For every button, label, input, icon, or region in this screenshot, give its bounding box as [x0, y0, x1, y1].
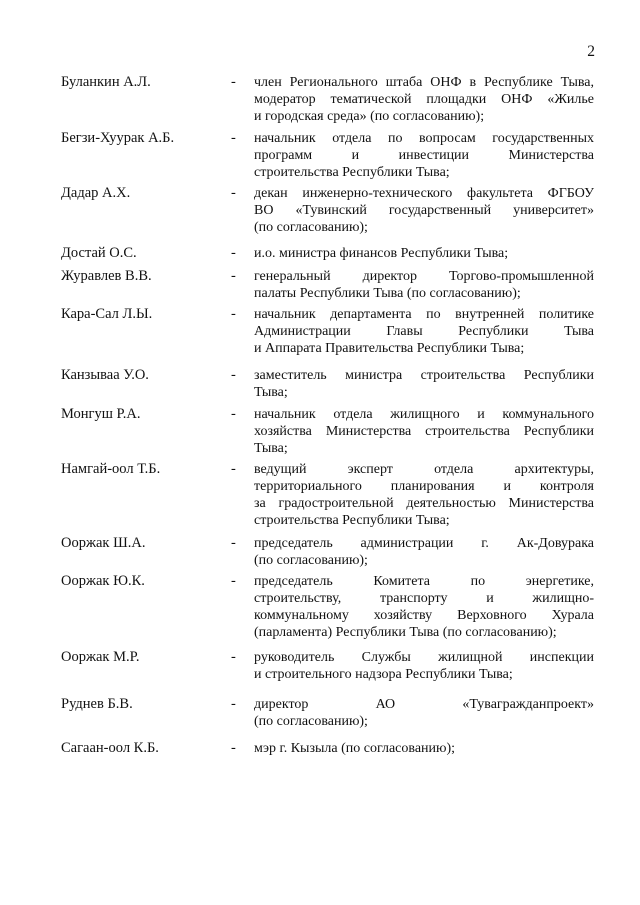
dash-separator: -: [231, 461, 236, 477]
member-name: Дадар А.Х.: [61, 185, 131, 201]
member-name: Достай О.С.: [61, 245, 137, 261]
dash-separator: -: [231, 696, 236, 712]
member-role: [254, 573, 594, 641]
role-line: и Аппарата Правительства Республики Тыва;: [254, 341, 525, 356]
role-line: (по согласованию);: [254, 714, 368, 729]
member-name: Кара-Сал Л.Ы.: [61, 306, 153, 322]
member-name: Журавлев В.В.: [61, 268, 152, 284]
member-role: [254, 406, 594, 457]
dash-separator: -: [231, 406, 236, 422]
role-line: председатель администрации г. Ак-Довурака: [254, 536, 594, 551]
role-line: модератор тематической площадки ОНФ «Жилье: [254, 92, 594, 107]
dash-separator: -: [231, 268, 236, 284]
role-line: за градостроительной деятельностью Министерства: [254, 496, 594, 511]
dash-separator: -: [231, 740, 236, 756]
role-line: ВО «Тувинский государственный университет»: [254, 203, 594, 218]
role-line: и.о. министра финансов Республики Тыва;: [254, 246, 509, 261]
page-number: 2: [587, 43, 595, 60]
member-role: [254, 461, 594, 529]
dash-separator: -: [231, 185, 236, 201]
member-name: Ооржак М.Р.: [61, 649, 140, 665]
role-line: ведущий эксперт отдела архитектуры,: [254, 462, 594, 477]
member-name: Ооржак Ш.А.: [61, 535, 146, 551]
dash-separator: -: [231, 245, 236, 261]
member-name: Бегзи-Хуурак А.Б.: [61, 130, 175, 146]
member-name: Монгуш Р.А.: [61, 406, 141, 422]
role-line: строительства Республики Тыва;: [254, 165, 450, 180]
member-role: [254, 649, 594, 683]
dash-separator: -: [231, 535, 236, 551]
role-line: начальник департамента по внутренней политике: [254, 307, 594, 322]
role-line: программ и инвестиции Министерства: [254, 148, 594, 163]
member-role: [254, 268, 594, 302]
role-line: директор АО «Тувагражданпроект»: [254, 697, 594, 712]
dash-separator: -: [231, 367, 236, 383]
member-role: [254, 740, 594, 757]
role-line: Администрации Главы Республики Тыва: [254, 324, 594, 339]
role-line: начальник отдела по вопросам государственных: [254, 131, 594, 146]
dash-separator: -: [231, 649, 236, 665]
role-line: председатель Комитета по энергетике,: [254, 574, 594, 589]
member-role: [254, 185, 594, 236]
role-line: (по согласованию);: [254, 220, 368, 235]
dash-separator: -: [231, 306, 236, 322]
dash-separator: -: [231, 130, 236, 146]
role-line: и городская среда» (по согласованию);: [254, 109, 485, 124]
role-line: руководитель Службы жилищной инспекции: [254, 650, 594, 665]
role-line: строительства Республики Тыва;: [254, 513, 450, 528]
member-role: [254, 535, 594, 569]
role-line: Тыва;: [254, 441, 288, 456]
member-name: Сагаан-оол К.Б.: [61, 740, 159, 756]
role-line: декан инженерно-технического факультета ФГБОУ: [254, 186, 594, 201]
member-role: [254, 367, 594, 401]
member-role: [254, 74, 594, 125]
role-line: Тыва;: [254, 385, 288, 400]
role-line: (парламента) Республики Тыва (по согласованию);: [254, 625, 557, 640]
member-name: Ооржак Ю.К.: [61, 573, 145, 589]
member-name: Канзываа У.О.: [61, 367, 149, 383]
dash-separator: -: [231, 573, 236, 589]
role-line: начальник отдела жилищного и коммунального: [254, 407, 594, 422]
dash-separator: -: [231, 74, 236, 90]
role-line: хозяйства Министерства строительства Республики: [254, 424, 594, 439]
member-role: [254, 245, 594, 262]
role-line: член Регионального штаба ОНФ в Республике Тыва,: [254, 75, 594, 90]
role-line: палаты Республики Тыва (по согласованию);: [254, 286, 521, 301]
role-line: строительству, транспорту и жилищно-: [254, 591, 594, 606]
member-role: [254, 130, 594, 181]
role-line: мэр г. Кызыла (по согласованию);: [254, 741, 456, 756]
member-name: Руднев Б.В.: [61, 696, 133, 712]
role-line: и строительного надзора Республики Тыва;: [254, 667, 513, 682]
role-line: (по согласованию);: [254, 553, 368, 568]
member-role: [254, 306, 594, 357]
member-name: Буланкин А.Л.: [61, 74, 151, 90]
role-line: генеральный директор Торгово-промышленной: [254, 269, 594, 284]
role-line: территориального планирования и контроля: [254, 479, 594, 494]
role-line: коммунальному хозяйству Верховного Хурала: [254, 608, 594, 623]
role-line: заместитель министра строительства Республики: [254, 368, 594, 383]
member-name: Намгай-оол Т.Б.: [61, 461, 161, 477]
member-role: [254, 696, 594, 730]
